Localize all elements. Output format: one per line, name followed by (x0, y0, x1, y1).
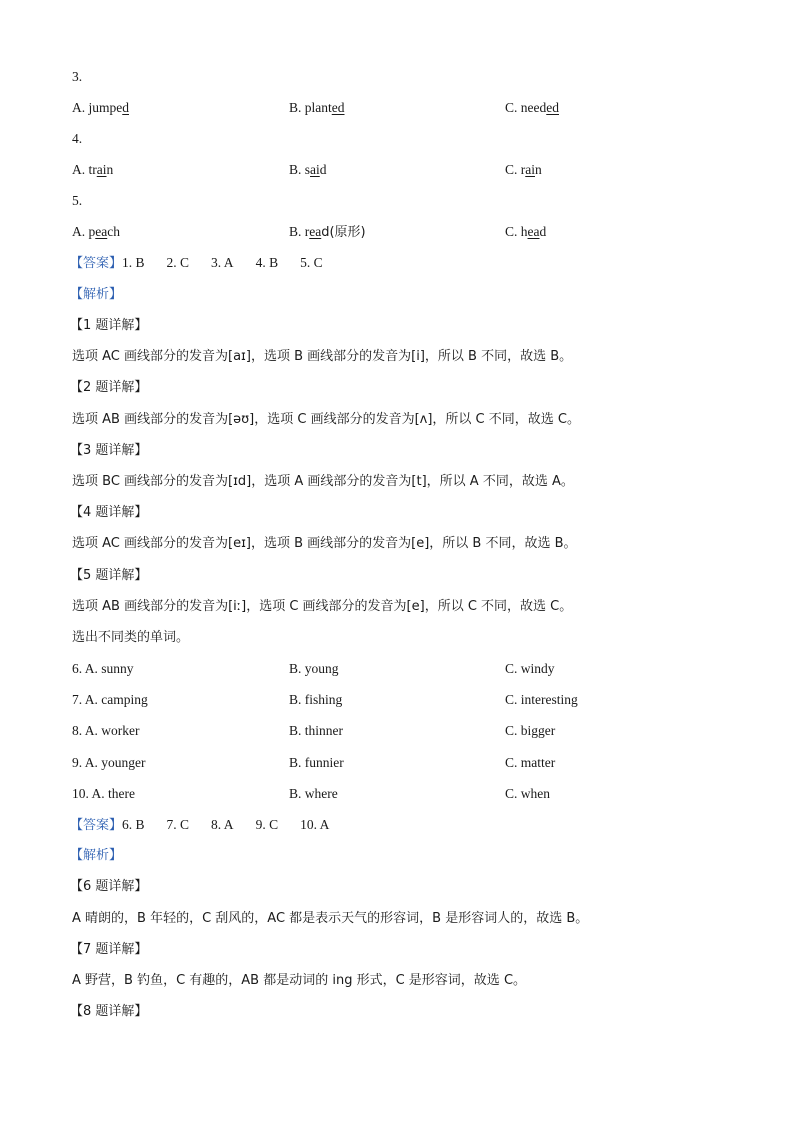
question-number: 5. (72, 193, 83, 208)
answer-tag: 【答案】 (70, 256, 123, 271)
detail-title: 【8 题详解】 (70, 1004, 148, 1019)
option-b: B. where (289, 786, 338, 801)
option-c: C. head (505, 224, 547, 239)
detail-text: 选项 BC 画线部分的发音为[ɪd]，选项 A 画线部分的发音为[t]，所以 A 不同，故选 A。 (72, 474, 574, 489)
answer-item: 7. C (166, 817, 190, 832)
analysis-label: 【解析】 (70, 848, 123, 863)
detail-title: 【6 题详解】 (70, 879, 148, 894)
detail-text: 选项 AB 画线部分的发音为[əʊ]，选项 C 画线部分的发音为[ʌ]，所以 C 不同，故选 C。 (72, 412, 580, 427)
option-b: B. thinner (289, 723, 343, 738)
option-c: C. windy (505, 661, 555, 676)
option-c: C. interesting (505, 692, 578, 707)
option-c: C. bigger (505, 723, 556, 738)
option-c: C. rain (505, 162, 542, 177)
question-number: 4. (72, 131, 83, 146)
detail-title: 【4 题详解】 (70, 505, 148, 520)
option-a: A. jumped (72, 100, 129, 115)
answer-item: 2. C (166, 255, 190, 270)
detail-text: 选项 AC 画线部分的发音为[aɪ]，选项 B 画线部分的发音为[i]，所以 B 不同，故选 B。 (72, 349, 573, 364)
option-b: B. young (289, 661, 339, 676)
analysis-label: 【解析】 (70, 287, 123, 302)
detail-text: A 野营，B 钓鱼，C 有趣的，AB 都是动词的 ing 形式，C 是形容词，故选 C。 (72, 973, 527, 988)
option-c: C. matter (505, 755, 556, 770)
detail-text: A 晴朗的，B 年轻的，C 刮风的，AC 都是表示天气的形容词，B 是形容词人的，故选 B。 (72, 911, 589, 926)
option-c: C. when (505, 786, 550, 801)
option-b: B. said (289, 162, 327, 177)
detail-title: 【3 题详解】 (70, 443, 148, 458)
answer-item: 5. C (300, 255, 323, 270)
question-number: 3. (72, 69, 83, 84)
answer-item: 9. C (255, 817, 279, 832)
detail-title: 【1 题详解】 (70, 318, 148, 333)
answer-item: 1. B (122, 255, 145, 270)
section-title: 选出不同类的单词。 (72, 630, 190, 645)
answer-line (70, 254, 345, 273)
detail-title: 【2 题详解】 (70, 380, 148, 395)
option-a: 9. A. younger (72, 755, 146, 770)
detail-title: 【7 题详解】 (70, 942, 148, 957)
option-c: C. needed (505, 100, 559, 115)
option-a: 7. A. camping (72, 692, 148, 707)
answer-item: 3. A (211, 255, 234, 270)
option-b: B. funnier (289, 755, 344, 770)
option-a: 10. A. there (72, 786, 135, 801)
answer-line (70, 816, 351, 835)
answer-item: 4. B (255, 255, 279, 270)
detail-text: 选项 AC 画线部分的发音为[eɪ]，选项 B 画线部分的发音为[e]，所以 B 不同，故选 B。 (72, 536, 577, 551)
option-a: 6. A. sunny (72, 661, 134, 676)
answer-tag: 【答案】 (70, 818, 123, 833)
option-a: A. train (72, 162, 114, 177)
detail-title: 【5 题详解】 (70, 568, 148, 583)
option-b: B. fishing (289, 692, 343, 707)
option-a: A. peach (72, 224, 120, 239)
answer-item: 10. A (300, 817, 330, 832)
option-b: B. planted (289, 100, 345, 115)
answer-item: 6. B (122, 817, 145, 832)
option-b: B. read(原形) (289, 224, 366, 240)
option-a: 8. A. worker (72, 723, 140, 738)
detail-text: 选项 AB 画线部分的发音为[iː]，选项 C 画线部分的发音为[e]，所以 C 不同，故选 C。 (72, 599, 573, 614)
answer-item: 8. A (211, 817, 234, 832)
